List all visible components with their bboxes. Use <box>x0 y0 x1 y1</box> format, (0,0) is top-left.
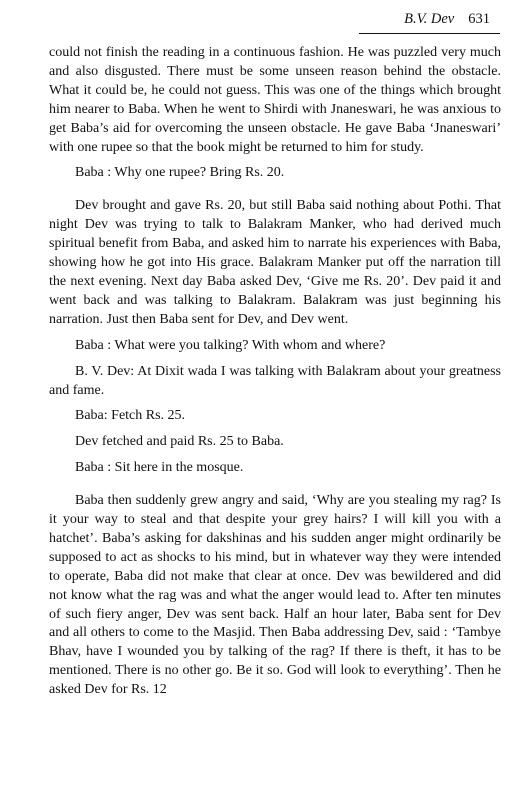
body-text <box>49 44 501 707</box>
paragraph-dialogue: Baba : Why one rupee? Bring Rs. 20. <box>75 165 285 181</box>
paragraph-dialogue: Baba: Fetch Rs. 25. <box>75 408 186 424</box>
paragraph-continuation: could not finish the reading in a continuous fashion. He was puzzled very much and also disgusted. There must be some unseen reason behind the obstacle. What it could be, he could not guess. This was one of the things which brought him nearer to Baba. When he went to Shirdi with Jnaneswari, he was anxious to get Baba’s aid for overcoming the unseen obstacle. He gave Baba ‘Jnaneswari’ with one rupee so that the book might be returned to him for study. <box>49 45 501 155</box>
running-head <box>404 10 490 28</box>
page-number: 631 <box>468 11 490 27</box>
paragraph-dialogue: B. V. Dev: At Dixit wada I was talking with Balakram about your greatness and fame. <box>49 363 501 398</box>
paragraph: Baba then suddenly grew angry and said, ‘Why are you stealing my rag? Is it your way to steal and that despite your grey hairs? I will kill you with a hatchet’. Baba’s asking for dakshinas and his sudden anger might ordinarily be supposed to act as shocks to his mind, but in whatever way they were intended to operate, Baba did not make that clear at once. Dev was bewildered and did not know what the rag was and what the anger would lead to. After ten minutes of such fiery anger, Dev was sent back. Half an hour later, Baba sent for Dev and all others to come to the Masjid. Then Baba addressing Dev, said : ‘Tambye Bhav, have I wounded you by talking of the rag? If there is theft, it has to be mentioned. There is no other go. Be it so. God will look to everything’. Then he asked Dev for Rs. 12 <box>49 493 501 698</box>
paragraph-dialogue: Baba : Sit here in the mosque. <box>75 460 244 476</box>
paragraph-dialogue: Baba : What were you talking? With whom and where? <box>75 337 386 353</box>
paragraph: Dev fetched and paid Rs. 25 to Baba. <box>75 434 284 450</box>
running-head-author: B.V. Dev <box>404 11 455 27</box>
header-rule <box>359 33 500 34</box>
paragraph: Dev brought and gave Rs. 20, but still Baba said nothing about Pothi. That night Dev was trying to talk to Balakram Manker, who had derived much spiritual benefit from Baba, and asked him to narrate his experiences with Baba, showing how he got into His grace. Balakram Manker put off the narration till the next evening. Next day Baba asked Dev, ‘Give me Rs. 20’. Dev paid it and went back and was talking to Balakram. Balakram was just beginning his narration. Just then Baba sent for Dev, and Dev went. <box>49 198 501 327</box>
